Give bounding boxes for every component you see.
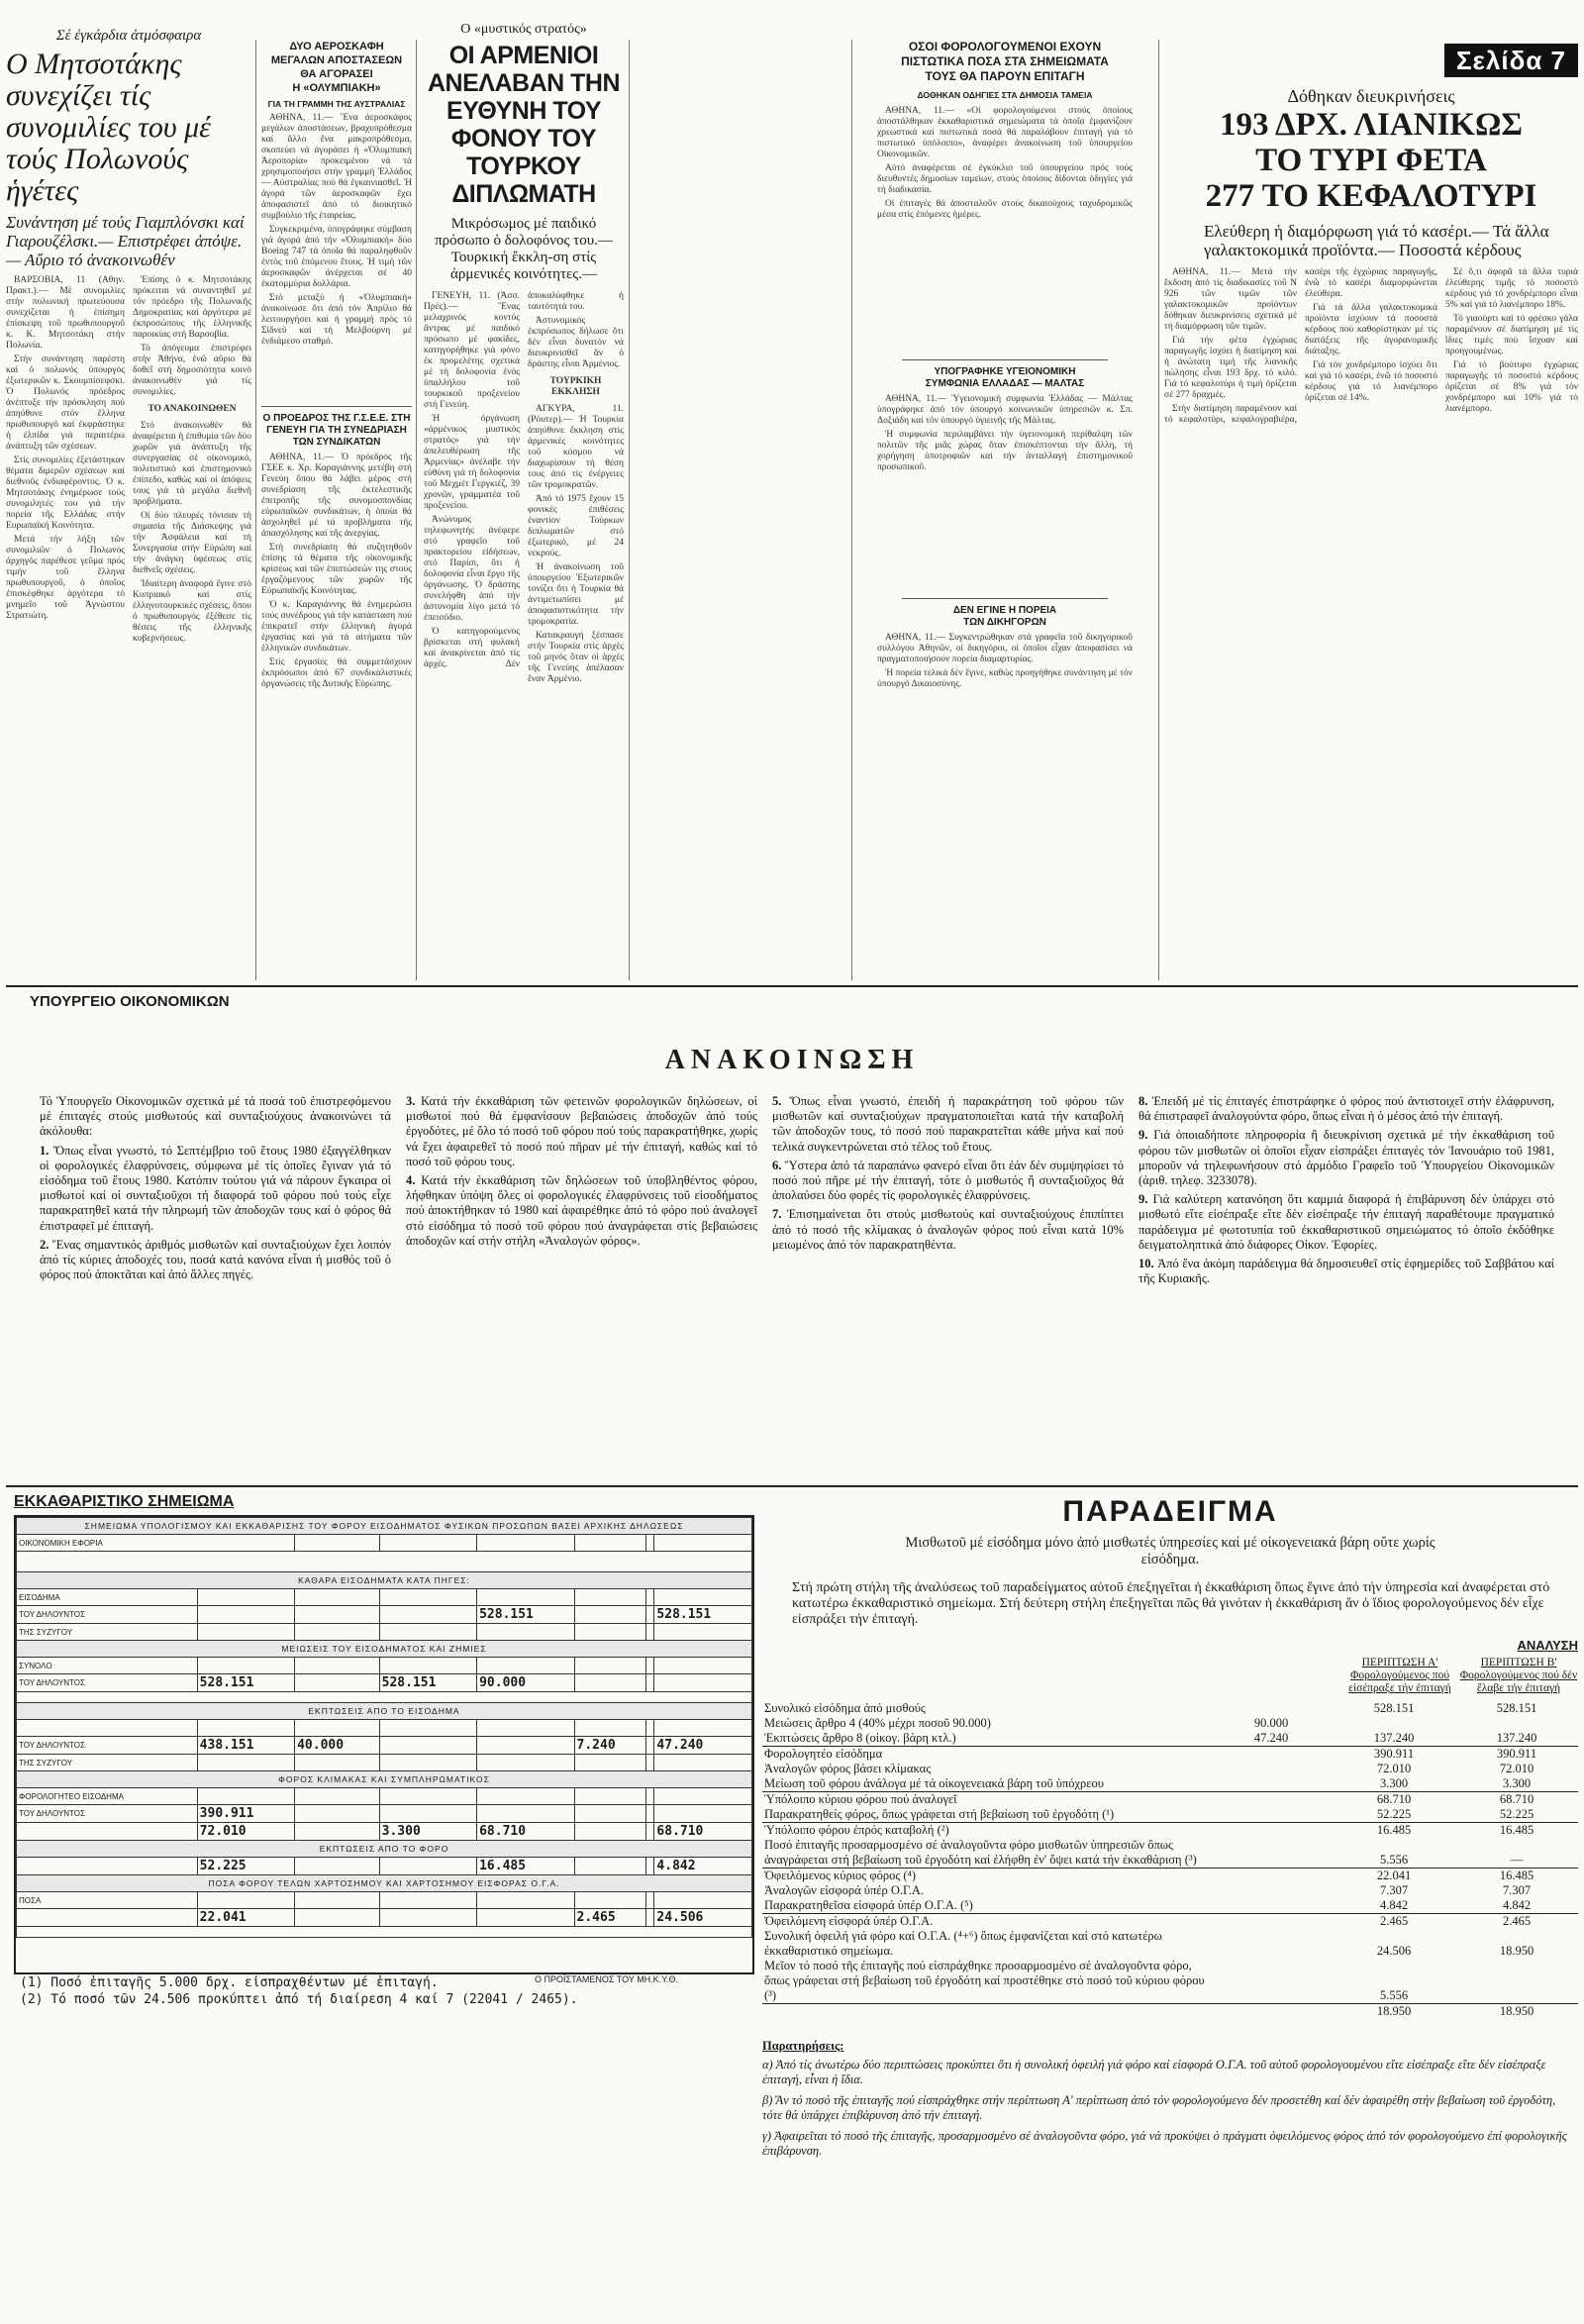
analysis-row-case-a: 16.485 (1376, 1823, 1412, 1837)
form-value: 528.151 (654, 1606, 752, 1624)
col1-article: Σέ ἐγκάρδια ἀτμόσφαιρα Ο Μητσοτάκης συνεχίζει τίς συνομιλίες του μέ τούς Πολωνούς ἡγέτες Συνάντηση μέ τούς Γιαμπλόνσκι καί Γιαρουζέλσκι.— Επιστρέφει ἀπόψε.— Αὔριο τό ἀνακοινωθέν ΒΑΡΣΟΒΙΑ, 11 (Αθην. Πρακτ.).— Μέ συνομιλίες στήν πολωνική πρωτεύουσα συνεχίζεται ἡ ἐπίσημη ἐπίσκεψη τοῦ πρωθυπουργοῦ κ. Κ. Μητσοτάκη στήν Πολωνία. Στήν συνάντηση παρέστη καί ὁ πολωνός ὑπουργός ἐξωτερικῶν κ. Σκουμπίσεφσκι. Ὁ Πολωνός πρόεδρος ἀνέπτυξε τήν πρόσκληση πού ἀπηύθυνε στόν ἕλληνα πρωθυπουργό καί ἐκφράστηκε ἡ ἐλπίδα γιά περαιτέρω ἀνάπτυξη τῶν σχέσεων. Στίς συνομιλίες ἐξετάστηκαν θέματα διμερῶν σχέσεων καί διεθνοῦς ἐνδιαφέροντος. Ὁ κ. Μητσοτάκης ἐνημέρωσε τούς συνομιλητές του γιά τήν πορεία τῆς Ελλάδας στήν Ευρωπαϊκή Κοινότητα. Μετά τήν λήξη τῶν συνομιλιῶν ὁ Πολωνός ἀρχηγός παρέθεσε γεῦμα πρός τιμήν τοῦ ἕλληνα πρωθυπουργοῦ, ὁ ὁποῖος ἐπισκέφθηκε ἀργότερα τό μνημεῖο τοῦ Ἀγνώστου Στρατιώτη. Ἐπίσης ὁ κ. Μητσοτάκης πρόκειται νά συναντηθεῖ μέ τόν πρόεδρο τῆς Πολωνικῆς Δημοκρατίας καί ἀργότερα μέ ἐκπροσώπους τῆς ἑλληνικῆς παροικίας στή Βαρσοβία. Τό ἀπόγευμα ἐπιστρέφει στήν Ἀθήνα, ἐνῶ αὔριο θά δοθεῖ στή δημοσιότητα κοινό ἀνακοινωθέν γιά τίς συνομιλίες. ΤΟ ΑΝΑΚΟΙΝΩΘΕΝ Στό ἀνακοινωθέν θά ἀναφέρεται ἡ ἐπιθυμία τῶν δύο χωρῶν γιά ἀνάπτυξη τῆς συνεργασίας σέ οἰκονομικό, πολιτιστικό καί ἐπιστημονικό ἐπίπεδο, καθώς καί οἱ ἀπόψεις τους γιά τά μεγάλα διεθνῆ προβλήματα. Οἱ δύο πλευρές τόνισαν τή σημασία τῆς Διάσκεψης γιά τήν Ἀσφάλεια καί τή Συνεργασία στήν Εὐρώπη καί τήν ἀνάγκη ὑφέσεως στίς διεθνεῖς σχέσεις. Ἰδιαίτερη ἀναφορά ἔγινε στό Κυπριακό καί στίς ἑλληνοτουρκικές σχέσεις, ὅπου ὁ πρωθυπουργός ἐξέθεσε τίς θέσεις τῆς ἑλληνικῆς κυβερνήσεως. (6, 28, 251, 644)
form-value: 7.240 (574, 1737, 646, 1755)
analysis-row (762, 1731, 1578, 1747)
analysis-row-case-a: 528.151 (1373, 1701, 1415, 1715)
analysis-row-case-b: 68.710 (1499, 1792, 1534, 1806)
form-row-label: ΠΟΣΑ (17, 1892, 198, 1909)
col4-article: ΟΣΟΙ ΦΟΡΟΛΟΓΟΥΜΕΝΟΙ ΕΧΟΥΝ ΠΙΣΤΩΤΙΚΑ ΠΟΣΑ ΣΤΑ ΣΗΜΕΙΩΜΑΤΑ ΤΟΥΣ ΘΑ ΠΑΡΟΥΝ ΕΠΙΤΑΓΗ ΔΟΘΗΚΑΝ ΟΔΗΓΙΕΣ ΣΤΑ ΔΗΜΟΣΙΑ ΤΑΜΕΙΑ ΑΘΗΝΑ, 11.— «Οἱ φορολογούμενοι στούς ὁποίους ἀποστάλθηκαν ἐκκαθαριστικά σημειώματα τά ὁποῖα ἐμφανίζουν χρεωστικά καί πιστωτικά ποσά θά παραλάβουν ἐπιταγή γιά τό πιστωτικό ὑπόλοιπο», ἀναφέρει ἀνακοίνωση τοῦ ὑπουργείου Οἰκονομικῶν. Αὐτό ἀναφέρεται σέ ἐγκύκλιο τοῦ ὑπουργείου πρός τούς διευθυντές δημοσίων ταμείων, στούς ὁποίους δίδονται ὁδηγίες γιά τή διαδικασία. Οἱ ἐπιταγές θά ἀποσταλοῦν στούς δικαιούχους ταχυδρομικῶς μέσα στίς ἑπόμενες ἡμέρες. ΥΠΟΓΡΑΦΗΚΕ ΥΓΕΙΟΝΟΜΙΚΗ ΣΥΜΦΩΝΙΑ ΕΛΛΑΔΑΣ — ΜΑΛΤΑΣ ΑΘΗΝΑ, 11.— Ὑγειονομική συμφωνία Ἑλλάδας — Μάλτας ὑπογράφηκε ἀπό τόν ὑπουργό κοινωνικῶν ὑπηρεσιῶν κ. Σπ. Δοξιάδη καί τόν ὑπουργό ὑγιεινῆς τῆς Μάλτας. Ἡ συμφωνία περιλαμβάνει τήν ὑγειονομική περίθαλψη τῶν πολιτῶν τῆς μιᾶς χώρας ὅταν ἐπισκέπτονται τήν ἄλλη, τή χορήγηση ὑποτροφιῶν καί τήν ἀνταλλαγή ἐπιστημονικοῦ προσωπικοῦ. ΔΕΝ ΕΓΙΝΕ Η ΠΟΡΕΙΑ ΤΩΝ ΔΙΚΗΓΟΡΩΝ ΑΘΗΝΑ, 11.— Συγκεντρώθηκαν στά γραφεῖα τοῦ δικηγορικοῦ συλλόγου Ἀθηνῶν, οἱ δικηγόροι, οἱ ὁποῖοι εἶχαν ἀποφασίσει νά πραγματοποιήσουν πορεία διαμαρτυρίας. Ἡ πορεία τελικά δέν ἔγινε, καθώς προηγήθηκε συνάντηση μέ τόν ὑπουργό Δικαιοσύνης. (857, 40, 1152, 752)
analysis-row-intermediate (1210, 1792, 1333, 1808)
form-row-label: ΣΥΝΟΛΟ (17, 1658, 198, 1674)
analysis-row-label: Μειώσεις ἄρθρο 4 (40% μέχρι ποσοῦ 90.000) (764, 1716, 991, 1730)
analysis-row (762, 1959, 1578, 2004)
form-value: 528.151 (197, 1674, 294, 1692)
analysis-row-intermediate (1210, 1701, 1333, 1716)
analysis-row-intermediate (1210, 1929, 1333, 1959)
analysis-row-label: Συνολικό εἰσόδημα ἀπό μισθούς (764, 1701, 926, 1715)
analysis-row-intermediate: 47.240 (1210, 1731, 1333, 1747)
form-section-reductions: ΕΚΠΤΩΣΕΙΣ ΑΠΟ ΤΟ ΦΟΡΟ (17, 1841, 752, 1858)
example-note: β) Ἄν τό ποσό τῆς ἐπιταγῆς πού εἰσπράχθηκε στήν περίπτωση Α' περίπτωση ἀπό τόν φορολογούμενο δέν προσετέθη καί δέν ἀφαιρέθη στήν βεβαίωση τοῦ ἐργοδότη, τότε θά ὑπάρχει ἐπιβάρυνση ἀπό τήν ἐπιταγή. (762, 2093, 1556, 2122)
analysis-row-case-b: 16.485 (1499, 1869, 1534, 1882)
announcement-item: 7. Ἐπισημαίνεται ὅτι στούς μισθωτούς καί συνταξιούχους ἐπιπίπτει ἀπό τό ποσό τῆς κλίμακας ὁ ἀναλογῶν φόρος πού εἶναι κατά 10% μειωμένος ἀπό τόν παρακρατηθέντα. (772, 1207, 1124, 1252)
col4-headline: ΟΣΟΙ ΦΟΡΟΛΟΓΟΥΜΕΝΟΙ ΕΧΟΥΝ ΠΙΣΤΩΤΙΚΑ ΠΟΣΑ ΣΤΑ ΣΗΜΕΙΩΜΑΤΑ ΤΟΥΣ ΘΑ ΠΑΡΟΥΝ ΕΠΙΤΑΓΗ (901, 40, 1109, 83)
form-row-label: ΤΟΥ ΔΗΛΟΥΝΤΟΣ (17, 1674, 198, 1692)
announcement-col-1 (40, 1094, 391, 1286)
example-notes-title: Παρατηρήσεις: (762, 2039, 844, 2053)
form-row-label: ΦΟΡΟΛΟΓΗΤΕΟ ΕΙΣΟΔΗΜΑ (17, 1788, 198, 1805)
announcement-item: 10. Ἀπό ἕνα ἀκόμη παράδειγμα θά δημοσιευθεῖ στίς ἐφημερίδες τοῦ Σαββάτου καί τῆς Κυριακῆς. (1138, 1257, 1554, 1286)
analysis-row-case-b: 16.485 (1499, 1823, 1534, 1837)
analysis-row-case-b: 18.950 (1499, 1944, 1534, 1958)
analysis-row-case-b: 52.225 (1455, 1807, 1578, 1823)
form-signature: Ο ΠΡΟΪΣΤΑΜΕΝΟΣ ΤΟΥ ΜΗ.Κ.Υ.Θ. (535, 1974, 679, 1984)
analysis-row (762, 1914, 1578, 1930)
analysis-col-a: ΠΕΡΙΠΤΩΣΗ Α' Φορολογούμενος πού εἰσέπραξε τήν ἐπιταγή (1348, 1657, 1451, 1694)
form-section-income: ΚΑΘΑΡΑ ΕΙΣΟΔΗΜΑΤΑ ΚΑΤΑ ΠΗΓΕΣ: (17, 1572, 752, 1589)
form-value: 90.000 (477, 1674, 574, 1692)
form-value: 2.465 (574, 1909, 646, 1927)
analysis-row-label: Ὑπόλοιπο κύριου φόρου πού ἀναλογεῖ (764, 1792, 957, 1806)
announcement-col-2 (406, 1094, 757, 1253)
form-value: 68.710 (654, 1823, 752, 1841)
analysis-row (762, 1716, 1578, 1731)
analysis-row-intermediate: 90.000 (1253, 1716, 1289, 1730)
analysis-row-case-b (1455, 1716, 1578, 1731)
col3-subhead: Μικρόσωμος μέ παιδικό πρόσωπο ὁ δολοφόνος του.— Τουρκική ἔκκλη-ση στίς ἀρμενικές κοινότητες.— (435, 216, 613, 282)
ministry-label: ΥΠΟΥΡΓΕΙΟ ΟΙΚΟΝΟΜΙΚΩΝ (30, 993, 230, 1010)
analysis-row (762, 1823, 1578, 1839)
analysis-row (762, 1898, 1578, 1914)
col5-headline-3: 277 ΤΟ ΚΕΦΑΛΟΤΥΡΙ (1205, 178, 1537, 214)
analysis-row-label: Παρακρατηθεῖσα εἰσφορά ὑπέρ Ο.Γ.Α. (⁵) (762, 1898, 1210, 1914)
col1-dateline: ΒΑΡΣΟΒΙΑ, 11 (Αθην. Πρακτ.).— Μέ συνομιλίες στήν πολωνική πρωτεύουσα συνεχίζεται ἡ ἐπίσημη ἐπίσκεψη τοῦ πρωθυπουργοῦ κ. Κ. Μητσοτάκη στήν Πολωνία. (6, 275, 125, 351)
analysis-row (762, 1807, 1578, 1823)
analysis-row-case-a: 18.950 (1376, 2004, 1412, 2018)
analysis-row (762, 1762, 1578, 1776)
col5-headline-1: 193 ΔΡΧ. ΛΙΑΝΙΚΩΣ (1220, 107, 1523, 143)
form-section-deductions: ΜΕΙΩΣΕΙΣ ΤΟΥ ΕΙΣΟΔΗΜΑΤΟΣ ΚΑΙ ΖΗΜΙΕΣ (17, 1641, 752, 1658)
form-section-tax: ΦΟΡΟΣ ΚΛΙΜΑΚΑΣ ΚΑΙ ΣΥΜΠΛΗΡΩΜΑΤΙΚΟΣ (17, 1771, 752, 1788)
analysis-row-case-a: 7.307 (1379, 1883, 1409, 1897)
form-value: 40.000 (295, 1737, 380, 1755)
form-section-exemptions: ΕΚΠΤΩΣΕΙΣ ΑΠΟ ΤΟ ΕΙΣΟΔΗΜΑ (17, 1703, 752, 1720)
col2-sub2: Ο ΠΡΟΕΔΡΟΣ ΤΗΣ Γ.Σ.Ε.Ε. ΣΤΗ ΓΕΝΕΥΗ ΓΙΑ ΤΗ ΣΥΝΕΔΡΙΑΣΗ ΤΩΝ ΣΥΝΔΙΚΑΤΩΝ (262, 413, 411, 448)
analysis-row-case-a: 3.300 (1333, 1776, 1455, 1792)
analysis-row-case-b: 390.911 (1496, 1747, 1537, 1761)
analysis-row-case-b: 3.300 (1455, 1776, 1578, 1792)
example-notes (762, 2039, 1578, 2159)
analysis-row-label: Συνολική ὀφειλή γιά φόρο καί Ο.Γ.Α. (⁴+⁶) ὅπως ἐμφανίζεται καί στό κατωτέρω ἐκκαθαριστικό σημείωμα. (764, 1929, 1162, 1958)
col3-headline: ΟΙ ΑΡΜΕΝΙΟΙ ΑΝΕΛΑΒΑΝ ΤΗΝ ΕΥΘΥΝΗ ΤΟΥ ΦΟΝΟΥ ΤΟΥ ΤΟΥΡΚΟΥ ΔΙΠΛΩΜΑΤΗ (428, 42, 620, 208)
analysis-row (762, 1701, 1578, 1716)
analysis-row-label: Ἐκπτώσεις ἄρθρο 8 (οἰκογ. βάρη κτλ.) (762, 1731, 1210, 1747)
analysis-row-case-a: 5.556 (1333, 1959, 1455, 2004)
analysis-row-case-b: 528.151 (1496, 1701, 1537, 1715)
analysis-row-case-b: 72.010 (1499, 1762, 1534, 1775)
analysis-row-intermediate (1210, 1762, 1333, 1776)
analysis-row-intermediate (1210, 1869, 1333, 1884)
announcement-item: 6. Ὕστερα ἀπό τά παραπάνω φανερό εἶναι ὅτι ἐάν δέν συμψηφίσει τό ποσό πού πῆρε μέ τήν ἐπιταγή, τότε ὁ μισθωτός ἤ συνταξιοῦχος θά ἀπολαύσει δύο φορές τίς φορολογικές ἐλαφρύνσεις. (772, 1158, 1124, 1203)
col5-article: Σελίδα 7 Δόθηκαν διευκρινήσεις 193 ΔΡΧ. ΛΙΑΝΙΚΩΣ ΤΟ ΤΥΡΙ ΦΕΤΑ 277 ΤΟ ΚΕΦΑΛΟΤΥΡΙ Ελεύθερη ἡ διαμόρφωση γιά τό κασέρι.— Τά ἄλλα γαλακτοκομικά προϊόντα.— Ποσοστά κέρδους ΑΘΗΝΑ, 11.— Μετά τήν ἔκδοση ἀπό τίς διαδικασίες τοῦ Ν 926 τῶν τιμῶν τῶν γαλακτοκομικῶν προϊόντων δόθηκαν διευκρινίσεις σχετικά μέ τή διαμόρφωση τῶν τιμῶν. Γιά τήν φέτα ἐγχώριας παραγωγῆς ἰσχύει ἡ διατίμηση καί ἡ ἀνώτατη τιμή τῆς λιανικῆς πώλησης εἶναι 193 δρχ. τό κιλό. Γιά τό κεφαλοτύρι ἡ τιμή ὁρίζεται σέ 277 δραχμές. Στήν διατίμηση παραμένουν καί τό κεφαλοτύρι, κεφαλογραβιέρα, κασέρι τῆς ἐγχώριας παραγωγῆς, ἐνῶ τό κασέρι διαμορφώνεται ἐλεύθερα. Γιά τά ἄλλα γαλακτοκομικά προϊόντα ἰσχύουν τά ποσοστά κέρδους πού καθορίστηκαν μέ τίς διατάξεις τῆς ἀγορανομικῆς διάταξης. Γιά τόν χονδρέμπορο ἰσχύει ὅτι καί γιά τό κασέρι, ἐνῶ τό ποσοστό κέρδους γιά τό λιανέμπορο ὁρίζεται σέ 14%. Σέ ὅ,τι ἀφορᾶ τά ἄλλα τυριά ἐλεύθερης τιμῆς τό ποσοστό κέρδους γιά τό χονδρέμπορο εἶναι 5% καί γιά τό λιανέμπορο 18%. Τό γιαούρτι καί τό φρέσκο γάλα παραμένουν σέ διατίμηση μέ τίς ἴδιες τιμές πού ἴσχυαν καί προηγουμένως. Γιά τό βούτυρο ἐγχώριας παραγωγῆς τό ποσοστό κέρδους ὁρίζεται σέ 8% γιά τόν χονδρέμπορο καί 10% γιά τό λιανέμπορο. (1164, 46, 1578, 425)
form-value: 3.300 (379, 1823, 476, 1841)
analysis-row-label: Ὀφειλόμενος κύριος φόρος (⁴) (764, 1869, 917, 1882)
form-subtitle: ΣΗΜΕΙΩΜΑ ΥΠΟΛΟΓΙΣΜΟΥ ΚΑΙ ΕΚΚΑΘΑΡΙΣΗΣ ΤΟΥ ΦΟΡΟΥ ΕΙΣΟΔΗΜΑΤΟΣ ΦΥΣΙΚΩΝ ΠΡΟΣΩΠΩΝ ΒΑΣΕΙ ΑΡΧΙΚΗΣ ΔΗΛΩΣΕΩΣ (17, 1518, 752, 1535)
form-value: 438.151 (197, 1737, 294, 1755)
form-row-label: ΕΙΣΟΔΗΜΑ (17, 1589, 198, 1606)
analysis-row-intermediate (1210, 1807, 1333, 1823)
col1-crosshead: ΤΟ ΑΝΑΚΟΙΝΩΘΕΝ (148, 404, 237, 414)
form-value: 52.225 (197, 1858, 294, 1875)
analysis-row (762, 1792, 1578, 1808)
example-intro: Στή πρώτη στήλη τῆς ἀναλύσεως τοῦ παραδείγματος αὐτοῦ ἐπεξηγεῖται ἡ ἐκκαθάριση ὅπως ἔγινε ἀπό τήν ὑπηρεσία καί ἀναφέρεται στό κατωτέρω ἐκκαθαριστικό σημείωμα. Στή δεύτερη στήλη ἐπεξηγεῖται πῶς θά γινόταν ἡ ἐκκαθάριση ἄν ὁ ἴδιος φορολογούμενος δέν εἶχε εἰσπράξει τήν ἐπιταγή. (792, 1580, 1550, 1627)
form-value: 4.842 (654, 1858, 752, 1875)
announcement-item: 8. Ἐπειδή μέ τίς ἐπιταγές ἐπιστράφηκε ὁ φόρος πού ἀντιστοιχεῖ στήν ἐλάφρυνση, θά ἐπιστραφεῖ ἀναλογούντα φόρο, ὅπως εἶναι ἡ ὁ μέσος ἀπό τήν ἐπιταγή. (1138, 1094, 1554, 1124)
col2-sub1: ΓΙΑ ΤΗ ΓΡΑΜΜΗ ΤΗΣ ΑΥΣΤΡΑΛΙΑΣ (267, 99, 406, 109)
form-title: ΕΚΚΑΘΑΡΙΣΤΙΚΟ ΣΗΜΕΙΩΜΑ (14, 1493, 235, 1510)
col2-head-line-1: ΔΥΟ ΑΕΡΟΣΚΑΦΗ (289, 41, 384, 52)
form-value: 528.151 (379, 1674, 476, 1692)
col4-sub: ΔΟΘΗΚΑΝ ΟΔΗΓΙΕΣ ΣΤΑ ΔΗΜΟΣΙΑ ΤΑΜΕΙΑ (917, 90, 1093, 100)
analysis-row-intermediate (1210, 1898, 1333, 1914)
analysis-row (762, 2004, 1578, 2020)
announcement-item: 9. Γιά ὁποιαδήποτε πληροφορία ἤ διευκρίνιση σχετικά μέ τήν ἐκκαθάριση τοῦ φόρου τῶν μισθωτῶν οἱ ὁποῖοι εἶχαν εἰσπράξει ἐπιταγές τόν Ἰανουάριο τοῦ 1981, μποροῦν νά τηλεφωνήσουν στό ἁρμόδιο Γραφεῖο τοῦ Ὑπουργείου Οἰκονομικῶν (ἀριθ. τηλεφ. 3233078). (1138, 1128, 1555, 1188)
example-note: α) Ἀπό τίς ἀνωτέρω δύο περιπτώσεις προκύπτει ὅτι ἡ συνολική ὀφειλή γιά φόρο καί εἰσφορά Ο.Γ.Α. τοῦ αὐτοῦ φορολογουμένου εἴτε εἰσέπραξε εἴτε δέν εἰσέπραξε ἐπιταγή, εἶναι ἡ ἴδια. (762, 2058, 1546, 2086)
analysis-row (762, 1929, 1578, 1959)
page-number-badge: Σελίδα 7 (1444, 44, 1578, 77)
form-note: (1) Ποσό ἐπιταγῆς 5.000 δρχ. εἰσπραχθέντων μέ ἐπιταγή. (20, 1975, 439, 1990)
analysis-row-case-a: 390.911 (1373, 1747, 1415, 1761)
form-value: 24.506 (654, 1909, 752, 1927)
example-section (762, 1495, 1578, 2165)
analysis-row (762, 1869, 1578, 1884)
announcement-item: 1. Ὅπως εἶναι γνωστό, τό Σεπτέμβριο τοῦ ἔτους 1980 ἐξαγγέλθηκαν οἱ φορολογικές ἐλαφρύνσεις, σύμφωνα μέ τίς ὁποῖες ἔγιναν γιά τό εἰσόδημα τοῦ ἔτους 1980. Κατόπιν τούτου γιά νά πάρουν ἔγκαιρα οἱ μισθωτοί καί οἱ συνταξιοῦχοι τή διαφορά τοῦ φόρου πού τούς εἶχε παρακρατηθεῖ κατά τήν πληρωμή τῶν ἀποδοχῶν τους καί ὁ φόρος θά ἐπιστραφεῖ μέ ἐπιταγή. (40, 1143, 392, 1233)
form-value: 22.041 (197, 1909, 294, 1927)
analysis-row-case-b: 2.465 (1502, 1914, 1532, 1928)
analysis-row-case-b: 137.240 (1455, 1731, 1578, 1747)
announcement-col-4 (1138, 1094, 1554, 1290)
analysis-row-case-a: 24.506 (1376, 1944, 1412, 1958)
form-value: 16.485 (477, 1858, 574, 1875)
analysis-row-label: Ἀναλογῶν εἰσφορά ὑπέρ Ο.Γ.Α. (764, 1883, 925, 1897)
col1-headline: Ο Μητσοτάκης συνεχίζει τίς συνομιλίες του μέ τούς Πολωνούς ἡγέτες (6, 48, 211, 207)
analysis-row-intermediate (1210, 1959, 1333, 2004)
analysis-row-case-a: 5.556 (1333, 1838, 1455, 1869)
form-value: 47.240 (654, 1737, 752, 1755)
form-row-label: ΤΗΣ ΣΥΖΥΓΟΥ (17, 1755, 198, 1771)
analysis-row-case-a: 137.240 (1333, 1731, 1455, 1747)
col5-subhead: Ελεύθερη ἡ διαμόρφωση γιά τό κασέρι.— Τά ἄλλα γαλακτοκομικά προϊόντα.— Ποσοστά κέρδους (1204, 222, 1549, 259)
announcement-item: 5. Ὅπως εἶναι γνωστό, ἐπειδή ἡ παρακράτηση τοῦ φόρου τῶν μισθωτῶν καί συνταξιούχων πραγματοποιεῖται κατά τήν καταβολή τῶν ἀποδοχῶν τους, τό ποσό πού παρακρατεῖται κάθε μήνα καί πού τελικά συγκεντρώνεται στό τέλος τοῦ ἔτους. (772, 1094, 1124, 1154)
analysis-row-label: Μεῖον τό ποσό τῆς ἐπιταγῆς πού εἰσπράχθηκε προσαρμοσμένο σέ ἀναλογοῦντα φόρο, ὅπως γράφεται στή βεβαίωση τοῦ ἐργοδότη καί προστέθηκε στό ποσό τοῦ κύριου φόρου (³) (762, 1959, 1210, 2004)
col3-kicker: Ο «μυστικός στρατός» (460, 22, 587, 37)
announcement-item: 9. Γιά καλύτερη κατανόηση ὅτι καμμιά διαφορά ἡ ἐπιβάρυνση δέν ὑπάρχει στό μισθωτό εἴτε εἰσέπραξε εἴτε δέν εἰσέπραξε τήν ἐπιταγή παραθέτουμε πραγματικό παράδειγμα μέ φωτοτυπία τοῦ ἐκκαθαριστικοῦ σημειώματος τό ὁποῖο ἐκδόθηκε δειγματοληπτικά ἀπό διάφορες Οἰκον. Ἐφορίες. (1138, 1192, 1554, 1252)
form-value: 390.911 (197, 1805, 294, 1823)
col1-kicker: Σέ ἐγκάρδια ἀτμόσφαιρα (55, 28, 202, 44)
announcement-intro: Τό Ὑπουργεῖο Οἰκονομικῶν σχετικά μέ τά ποσά τοῦ ἐπιστρεφόμενου μέ ἐπιταγές στούς μισθωτούς καί συνταξιούχους ἀνακοινώνει τά ἀκόλουθα: (40, 1094, 391, 1139)
col5-headline-2: ΤΟ ΤΥΡΙ ΦΕΤΑ (1255, 143, 1487, 178)
analysis-row (762, 1838, 1578, 1869)
analysis-row-case-a: 68.710 (1376, 1792, 1412, 1806)
col1-subhead: Συνάντηση μέ τούς Γιαμπλόνσκι καί Γιαρουζέλσκι.— Επιστρέφει ἀπόψε.— Αὔριο τό ἀνακοινωθέν (6, 213, 245, 269)
analysis-row-case-a: 22.041 (1376, 1869, 1412, 1882)
analysis-row-label: Φορολογητέο εἰσόδημα (764, 1747, 883, 1761)
form-value: 528.151 (477, 1606, 574, 1624)
analysis-row-case-a: 4.842 (1333, 1898, 1455, 1914)
form-row-label: ΤΟΥ ΔΗΛΟΥΝΤΟΣ (17, 1606, 198, 1624)
analysis-row (762, 1883, 1578, 1898)
example-note: γ) Ἀφαιρεῖται τό ποσό τῆς ἐπιταγῆς, προσαρμοσμένο σέ ἀναλογοῦντα φόρο, γιά νά προκύψει ὁ πράγματι ὀφειλόμενος φόρος ἀπό τόν φορολογούμενο ἐπί φορολογικῆς ἐπιβάρυνση. (762, 2129, 1567, 2158)
announcement-title: ΑΝΑΚΟΙΝΩΣΗ (664, 1045, 920, 1075)
analysis-row-case-b: — (1455, 1838, 1578, 1869)
form-row-label: ΤΟΥ ΔΗΛΟΥΝΤΟΣ (17, 1805, 198, 1823)
col2-head-line-3: ΘΑ ΑΓΟΡΑΣΕΙ (300, 68, 373, 80)
col2-article: ΔΥΟ ΑΕΡΟΣΚΑΦΗ ΜΕΓΑΛΩΝ ΑΠΟΣΤΑΣΕΩΝ ΘΑ ΑΓΟΡΑΣΕΙ Η «ΟΛΥΜΠΙΑΚΗ» ΓΙΑ ΤΗ ΓΡΑΜΜΗ ΤΗΣ ΑΥΣΤΡΑΛΙΑΣ ΑΘΗΝΑ, 11.— Ἕνα ἀεροσκάφος μεγάλων ἀποστάσεων, βραχυπρόθεσμα καί ἄλλο ἕνα μακροπρόθεσμα, σκοπεύει νά ἀγοράσει ἡ «Ὀλυμπιακή Ἀεροπορία» προκειμένου νά τά χρησιμοποιήσει στήν γραμμή Ἑλλάδος — Αὐστραλίας πού θά ἐγκαινιασθεῖ. Ἡ ἀγορά τῶν ἀεροσκαφῶν ἔχει ἀποφασιστεῖ ἀπό τό διοικητικό συμβούλιο τῆς ἑταιρείας. Συγκεκριμένα, ὑπογράφηκε σύμβαση γιά ἀγορά ἀπό τήν «Ὀλυμπιακή» δύο Boeing 747 τά ὁποῖα θά παραληφθοῦν ἐντός τοῦ ἑπόμενου ἔτους. Ἡ τιμή τῶν ἀεροσκαφῶν ἀνέρχεται σέ 40 ἑκατομμύρια δολλάρια. Στό μεταξύ ἡ «Ὀλυμπιακή» ἀνακοίνωσε ὅτι ἀπό τόν Ἀπρίλιο θά λειτουργήσει καί ἡ γραμμή πρός τό Σίδνεϋ καί τή Μελβούρνη μέ ἐνδιάμεσο σταθμό. Ο ΠΡΟΕΔΡΟΣ ΤΗΣ Γ.Σ.Ε.Ε. ΣΤΗ ΓΕΝΕΥΗ ΓΙΑ ΤΗ ΣΥΝΕΔΡΙΑΣΗ ΤΩΝ ΣΥΝΔΙΚΑΤΩΝ ΑΘΗΝΑ, 11.— Ὁ πρόεδρος τῆς ΓΣΕΕ κ. Χρ. Καραγιάννης μετέβη στή Γενεύη ὅπου θά λάβει μέρος στή συνεδρίαση τῆς ἐκτελεστικῆς ἐπιτροπῆς τῆς συνομοσπονδίας εὐρωπαϊκῶν συνδικάτων, ἡ ὁποία θά ἀσχοληθεῖ μέ τά προβλήματα τῆς ἀπασχόλησης καί τῆς ἀνεργίας. Στή συνεδρίαση θά συζητηθοῦν ἐπίσης τά θέματα τῆς οἰκονομικῆς κρίσεως καί τῶν ἐπιπτώσεών της στούς ἐργαζόμενους τῶν χωρῶν τῆς Εὐρωπαϊκῆς Κοινότητας. Ὁ κ. Καραγιάννης θά ἐνημερώσει τούς συνέδρους γιά τήν κατάσταση πού ἐπικρατεῖ στήν ἑλληνική ἀγορά ἐργασίας καί γιά τά αἰτήματα τῶν ἑλληνικῶν συνδικάτων. Στίς ἐργασίες θά συμμετάσχουν ἐκπρόσωποι ἀπό 67 συνδικαλιστικές ὀργανώσεις τῆς Δυτικῆς Εὐρώπης. (261, 41, 412, 689)
analysis-row-case-b (1455, 1959, 1578, 2004)
form-row-label: ΤΟΥ ΔΗΛΟΥΝΤΟΣ (17, 1737, 198, 1755)
analysis-row-label: Παρακρατηθείς φόρος, ὅπως γράφεται στή βεβαίωση τοῦ ἐργοδότη (¹) (762, 1807, 1210, 1823)
analysis-col-b: ΠΕΡΙΠΤΩΣΗ Β' Φορολογούμενος πού δέν ἔλαβε τήν ἐπιταγή (1459, 1657, 1578, 1694)
analysis-row-label (762, 2004, 1210, 2020)
col3-article: Ο «μυστικός στρατός» ΟΙ ΑΡΜΕΝΙΟΙ ΑΝΕΛΑΒΑΝ ΤΗΝ ΕΥΘΥΝΗ ΤΟΥ ΦΟΝΟΥ ΤΟΥ ΤΟΥΡΚΟΥ ΔΙΠΛΩΜΑΤΗ Μικρόσωμος μέ παιδικό πρόσωπο ὁ δολοφόνος του.— Τουρκική ἔκκλη-ση στίς ἀρμενικές κοινότητες.— ΓΕΝΕΥΗ, 11. (Ἀσσ. Πρές).— Ἕνας μελαχρινός κοντός ἄντρας μέ παιδικό πρόσωπο μέ φακίδες, κατηγορήθηκε γιά φόνο ἐκ προμελέτης σχετικά μέ τή δολοφονία ἑνός ὑπαλλήλου τοῦ τουρκικοῦ προξενείου στή Γενεύη. Ἡ ὀργάνωση «ἀρμένικος μυστικός στρατός» γιά τήν ἀπελευθέρωση τῆς Ἀρμενίας» ἀνέλαβε τήν εὐθύνη γιά τή δολοφονία τοῦ Μεχμέτ Γεργκιέζ, 39 χρονῶν, γραμματέα τοῦ προξενείου. Ἀνώνυμος τηλεφωνητής ἀνέφερε στό γραφεῖο τοῦ πρακτορείου εἰδήσεων, στό Παρίσι, ὅτι ἡ δολοφονία εἶναι ἔργο τῆς ὀργάνωσης. Ὁ δράστης συνελήφθη ἀπό τήν ἀστυνομία λίγο μετά τό ἐπεισόδιο. Ὁ κατηγορούμενος βρίσκεται στή φυλακή καί ἀνακρίνεται ἀπό τίς ἀρχές. Δέν ἀποκαλύφθηκε ἡ ταυτότητά του. Ἀστυνομικός ἐκπρόσωπος δήλωσε ὅτι δέν εἶναι δυνατόν νά διευκρινισθεῖ ἄν ὁ δράστης εἶναι Ἀρμένιος. ΤΟΥΡΚΙΚΗ ΕΚΚΛΗΣΗ ΑΓΚΥΡΑ, 11. (Ρόυτερ).— Ἡ Τουρκία ἀπηύθυνε ἔκκληση στίς ἀρμενικές κοινότητες τοῦ κόσμου νά διαχωρίσουν τή θέση τους ἀπό τίς ἐνέργειες τῶν τρομοκρατῶν. Ἀπό τό 1975 ἔχουν 15 φονικές ἐπιθέσεις ἐναντίον Τούρκων διπλωματῶν στό ἐξωτερικό, μέ 24 νεκρούς. Ἡ ἀνακοίνωση τοῦ ὑπουργείου Ἐξωτερικῶν τονίζει ὅτι ἡ Τουρκία θά ἀντιμετωπίσει μέ ἀποφασιστικότητα τήν τρομοκρατία. Κατακραυγή ξέσπασε στήν Τουρκία στίς ἀρχές τοῦ μηνός ὅταν οἱ ἀρχές τῆς Γενεύης ἀπέλασαν ἕναν Ἀρμένιο. (424, 22, 624, 684)
analysis-row-label: Μείωση τοῦ φόρου ἀνάλογα μέ τά οἰκογενειακά βάρη τοῦ ὑπόχρεου (762, 1776, 1210, 1792)
analysis-row-label: Ὀφειλόμενη εἰσφορά ὑπέρ Ο.Γ.Α. (764, 1914, 934, 1928)
analysis-row-intermediate (1210, 1883, 1333, 1898)
form-row-label: ΤΗΣ ΣΥΖΥΓΟΥ (17, 1624, 198, 1641)
analysis-row-label: Ποσό ἐπιταγῆς προσαρμοσμένο σέ ἀναλογοῦντα φόρο μισθωτῶν ὑπηρεσιῶν ὅπως ἀναγράφεται στή βεβαίωση τοῦ ἐργοδότη καί ἐλήφθη ἐν' ὄψει κατά τήν ἐκκαθάριση (³) (762, 1838, 1210, 1869)
col2-head-line-4: Η «ΟΛΥΜΠΙΑΚΗ» (292, 82, 381, 94)
analysis-row-intermediate (1210, 1747, 1333, 1763)
example-subtitle: Μισθωτοῦ μέ εἰσόδημα μόνο ἀπό μισθωτές ὑπηρεσίες καί μέ οἰκογενειακά βάρη οὔτε χωρίς εἰσόδημα. (905, 1535, 1436, 1567)
analysis-row-case-a: 2.465 (1379, 1914, 1409, 1928)
announcement-item: 2. Ἕνας σημαντικός ἀριθμός μισθωτῶν καί συνταξιούχων ἔχει λοιπόν ἀπό τίς κύριες ἀποδοχές του, ποσά κατά κανόνα εἶναι ἡ μισθός τοῦ ὁ φόρος πού ἀποκτᾶται καί ἀπό ἄλλες πηγές. (40, 1237, 392, 1282)
analysis-row-intermediate (1210, 2004, 1333, 2020)
analysis-row-label: Ἀναλογῶν φόρος βάσει κλίμακας (764, 1762, 932, 1775)
analysis-row-case-a (1333, 1716, 1455, 1731)
form-value: 72.010 (197, 1823, 294, 1841)
analysis-row-intermediate (1210, 1914, 1333, 1930)
analysis-row-case-a: 52.225 (1333, 1807, 1455, 1823)
col3-crosshead: ΤΟΥΡΚΙΚΗ ΕΚΚΛΗΣΗ (549, 376, 602, 397)
analysis-row (762, 1776, 1578, 1792)
analysis-row-label: Ὑπόλοιπο φόρου ἐπρός καταβολή (²) (764, 1823, 949, 1837)
col2-head-line-2: ΜΕΓΑΛΩΝ ΑΠΟΣΤΑΣΕΩΝ (270, 54, 403, 66)
analysis-row-case-a: 72.010 (1376, 1762, 1412, 1775)
form-note: (2) Τό ποσό τῶν 24.506 προκύπτει ἀπό τή διαίρεση 4 καί 7 (22041 / 2465). (20, 1992, 578, 2007)
analysis-row-intermediate (1210, 1823, 1333, 1839)
col4-head3: ΔΕΝ ΕΓΙΝΕ Η ΠΟΡΕΙΑ ΤΩΝ ΔΙΚΗΓΟΡΩΝ (952, 605, 1057, 628)
announcement-item: 4. Κατά τήν ἐκκαθάριση τῶν δηλώσεων τοῦ ὑποβληθέντος φόρου, λήφθηκαν ὑπόψη ὅλες οἱ φορολογικές ἐλαφρύνσεις τοῦ εἰσοδήματος πού ἀποκτήθηκαν τό 1980 καί ἀφαιρέθηκε ἀπό τό φόρο πού ἀναλογεῖ στό εἰσόδημα τό ποσό τοῦ φόρου πού ἀναγράφεται στίς βεβαιώσεις ἀποδοχῶν καί στήν στήλη «Ἀναλογών φόρος». (406, 1173, 757, 1248)
form-section-fees: ΠΟΣΑ ΦΟΡΟΥ ΤΕΛΩΝ ΧΑΡΤΟΣΗΜΟΥ ΚΑΙ ΧΑΡΤΟΣΗΜΟΥ ΕΙΣΦΟΡΑΣ Ο.Γ.Α. (17, 1875, 752, 1892)
analysis-row-case-b: 18.950 (1499, 2004, 1534, 2018)
analysis-row-intermediate (1210, 1838, 1333, 1869)
analysis-label: ΑΝΑΛΥΣΗ (1517, 1638, 1578, 1653)
tax-statement-form (14, 1515, 754, 1974)
example-title: ΠΑΡΑΔΕΙΓΜΑ (1062, 1495, 1278, 1528)
form-office-label: ΟΙΚΟΝΟΜΙΚΗ ΕΦΟΡΙΑ (17, 1535, 295, 1552)
col4-head2: ΥΠΟΓΡΑΦΗΚΕ ΥΓΕΙΟΝΟΜΙΚΗ ΣΥΜΦΩΝΙΑ ΕΛΛΑΔΑΣ — ΜΑΛΤΑΣ (925, 366, 1085, 389)
analysis-row-case-b: 4.842 (1455, 1898, 1578, 1914)
announcement-col-3 (772, 1094, 1124, 1257)
form-value: 68.710 (477, 1823, 574, 1841)
analysis-row (762, 1747, 1578, 1763)
col5-kicker: Δόθηκαν διευκρινήσεις (1287, 86, 1455, 106)
analysis-row-case-b: 7.307 (1502, 1883, 1532, 1897)
announcement-item: 3. Κατά τήν ἐκκαθάριση τῶν φετεινῶν φορολογικῶν δηλώσεων, οἱ μισθωτοί πού θά ἐμφανίσουν βεβαιώσεις ἀποδοχῶν ἀπό τούς ἐργοδότες, μέ ὅλο τό ποσό τοῦ φόρου πού τούς παρακρατήθηκε, χωρίς νά ἔχει ἀφαιρεθεῖ τό ποσό πού πῆραν μέ τήν ἐπιταγή, καθώς καί τό ποσό τοῦ φόρου τους. (406, 1094, 757, 1168)
analysis-row-intermediate (1210, 1776, 1333, 1792)
analysis-table (762, 1701, 1578, 2019)
